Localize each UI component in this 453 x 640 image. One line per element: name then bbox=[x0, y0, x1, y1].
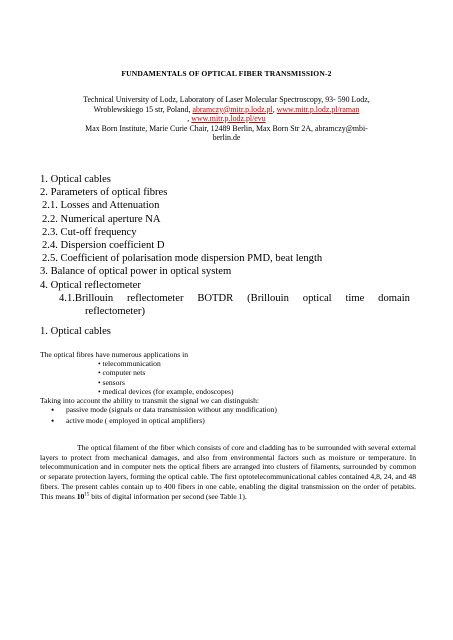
toc-item-4-1-continued: reflectometer) bbox=[85, 306, 145, 318]
toc-item-4-1 bbox=[40, 292, 410, 305]
toc-word: domain bbox=[378, 292, 410, 304]
list-item: • computer nets bbox=[98, 368, 146, 378]
paragraph-power-base: 10 bbox=[76, 491, 85, 501]
document-title: FUNDAMENTALS OF OPTICAL FIBER TRANSMISSION-2 bbox=[121, 69, 332, 78]
modes-list bbox=[40, 405, 418, 426]
toc-item: 2.2. Numerical aperture NA bbox=[42, 213, 161, 225]
toc-word: BOTDR bbox=[197, 292, 234, 304]
modes-intro: Taking into account the ability to transmit the signal we can distinguish: bbox=[40, 396, 260, 406]
paragraph-power-exponent: 15 bbox=[84, 491, 90, 497]
list-item: • medical devices (for example, endoscopes) bbox=[98, 386, 234, 396]
toc-item: 4. Optical reflectometer bbox=[40, 279, 141, 291]
link-separator: , bbox=[272, 104, 277, 114]
applications-intro: The optical fibres have numerous applications in bbox=[40, 350, 189, 359]
list-item: • telecommunication bbox=[98, 359, 161, 369]
affiliation-line-2 bbox=[40, 105, 413, 114]
applications-block bbox=[40, 350, 418, 426]
evu-url-link[interactable]: www.mitr.p.lodz.pl/evu bbox=[191, 114, 266, 123]
raman-url-link[interactable]: www.mitr.p.lodz.pl/raman bbox=[276, 104, 360, 114]
toc-item: 2.5. Coefficient of polarisation mode dispersion PMD, beat length bbox=[42, 253, 323, 265]
main-paragraph bbox=[40, 443, 416, 501]
affiliation-line-3 bbox=[40, 114, 413, 123]
email-link[interactable]: abramczy@mitr.p.lodz.pl bbox=[192, 104, 273, 114]
toc-word: optical bbox=[302, 292, 332, 304]
toc-item: 2. Parameters of optical fibres bbox=[40, 187, 168, 199]
toc-item: 2.4. Dispersion coefficient D bbox=[42, 240, 165, 252]
affiliation-line-5: berlin.de bbox=[212, 133, 241, 142]
toc-word: time bbox=[345, 292, 365, 304]
table-of-contents bbox=[40, 173, 420, 318]
toc-word: 4.1.Brillouin bbox=[59, 292, 114, 304]
section-heading: 1. Optical cables bbox=[40, 326, 111, 337]
affiliation-address: Wroblewskiego 15 str, Poland, bbox=[93, 104, 193, 114]
toc-word: (Brillouin bbox=[247, 292, 289, 304]
paragraph-text-tail: bits of digital information per second (see Table 1). bbox=[89, 491, 247, 501]
paragraph-text: The optical filament of the fiber which consists of core and cladding has to be surrounded with several external layers to protect from mechanical damages, and also from environmental factors such as moisture or temperature. In telecommunication and in computer nets the optical fibers are arranged into clusters of filaments, surrounded by common or separate protection layers, forming the optical cable. The first optotelecommunicational cables contained 4,8, 24, and 48 fibers. The present cables contain up to 400 fibers in one cable, enabling the digital transmission on the order of petabits. This means bbox=[40, 443, 416, 501]
toc-item: 1. Optical cables bbox=[40, 174, 111, 185]
affiliation-line-1: Technical University of Lodz, Laboratory of Laser Molecular Spectroscopy, 93- 590 Lodz, bbox=[83, 95, 370, 104]
toc-item: 2.1. Losses and Attenuation bbox=[42, 200, 160, 212]
list-item: • active mode ( employed in optical amplifiers) bbox=[51, 416, 418, 427]
affiliation-line-4: Max Born Institute, Marie Curie Chair, 12489 Berlin, Max Born Str 2A, abramczy@mbi- bbox=[85, 123, 368, 133]
list-item: • sensors bbox=[98, 377, 125, 387]
applications-list bbox=[40, 359, 418, 396]
toc-item: 2.3. Cut-off frequency bbox=[42, 226, 137, 238]
list-item: • passive mode (signals or data transmission without any modification) bbox=[51, 405, 418, 416]
toc-item: 3. Balance of optical power in optical system bbox=[40, 266, 232, 278]
link-separator: , bbox=[187, 114, 192, 123]
toc-word: reflectometer bbox=[127, 292, 184, 304]
